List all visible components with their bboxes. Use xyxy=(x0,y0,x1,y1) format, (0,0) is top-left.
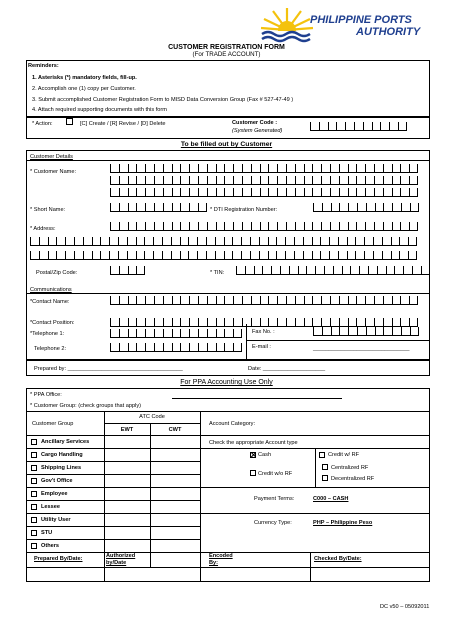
address-row1[interactable] xyxy=(110,222,418,231)
reminder-3: 3. Submit accomplished Customer Registration Form to MISD Data Conversion Group (Fax # 527-47-49 ) xyxy=(32,97,294,103)
customer-group-header: Customer Group xyxy=(32,421,74,427)
ppa-logo xyxy=(258,4,448,46)
decentralized-label: Decentralized RF xyxy=(331,476,375,482)
address-row2[interactable] xyxy=(30,237,417,246)
authorized-by-date-2: by/Date xyxy=(106,560,127,566)
credit-wo-rf-label: Credit w/o RF xyxy=(258,471,293,477)
tin-cells[interactable] xyxy=(236,266,430,275)
customer-code-label: Customer Code : xyxy=(232,120,278,126)
action-options: [C] Create / [R] Revise / [D] Delete xyxy=(80,121,166,127)
customer-name-label: * Customer Name: xyxy=(30,169,77,175)
reminder-2: 2. Accomplish one (1) copy per Customer. xyxy=(32,86,136,92)
short-name-cells[interactable] xyxy=(110,203,207,212)
contact-position-cells[interactable] xyxy=(110,318,418,327)
contact-name-cells[interactable] xyxy=(110,296,418,305)
group-utility-label: Utility User xyxy=(41,517,71,523)
customer-group-label xyxy=(30,403,141,409)
cash-checkbox[interactable] xyxy=(250,452,256,458)
credit-rf-label: Credit w/ RF xyxy=(328,452,360,458)
form-subtitle: (For TRADE ACCOUNT) xyxy=(192,51,261,58)
encoded-by-1: Encoded xyxy=(209,553,233,559)
group-lessee-label: Lessee xyxy=(41,504,60,510)
fax-label: Fax No. : xyxy=(252,329,275,335)
ppa-office-line[interactable] xyxy=(172,398,342,399)
ppa-office-label: * PPA Office: xyxy=(30,392,62,398)
group-others-checkbox[interactable] xyxy=(31,543,37,549)
group-ancillary-checkbox[interactable] xyxy=(31,439,37,445)
email-label: E-mail : xyxy=(252,344,271,350)
group-stu-label: STU xyxy=(41,530,53,536)
decentralized-checkbox[interactable] xyxy=(322,475,328,481)
doc-code: DC v50 – 05092011 xyxy=(380,604,430,610)
group-lessee-checkbox[interactable] xyxy=(31,504,37,510)
email-line[interactable]: _______________________________ xyxy=(313,346,410,352)
telephone1-cells[interactable] xyxy=(110,329,242,338)
centralized-checkbox[interactable] xyxy=(322,464,328,470)
group-cargo-label: Cargo Handling xyxy=(41,452,83,458)
group-employee-checkbox[interactable] xyxy=(31,491,37,497)
customer-code-cells xyxy=(310,122,407,131)
communications-heading: Communications xyxy=(30,287,72,293)
telephone2-label: Telephone 2: xyxy=(34,346,67,352)
customer-name-row3[interactable] xyxy=(110,188,418,197)
currency-type-label: Currency Type: xyxy=(254,520,292,526)
action-label: * Action: xyxy=(32,121,53,127)
logo-text-line2: AUTHORITY xyxy=(356,26,421,38)
customer-code-note: (System Generated) xyxy=(232,128,283,134)
account-category-header: Account Category: xyxy=(209,421,256,427)
payment-terms-label: Payment Terms: xyxy=(254,496,295,502)
fax-cells[interactable] xyxy=(313,327,419,336)
postal-cells[interactable] xyxy=(110,266,145,275)
telephone1-label: *Telephone 1: xyxy=(30,331,65,337)
address-row3[interactable] xyxy=(30,251,417,260)
contact-position-label: *Contact Position: xyxy=(30,320,75,326)
dti-cells[interactable] xyxy=(313,203,419,212)
reminder-4: 4. Attach required supporting documents with this form xyxy=(32,107,167,113)
credit-rf-checkbox[interactable] xyxy=(319,452,325,458)
group-ancillary-label: Ancillary Services xyxy=(41,439,90,445)
centralized-label: Centralized RF xyxy=(331,465,369,471)
account-type-note: Check the appropriate Account type xyxy=(209,440,298,446)
group-utility-checkbox[interactable] xyxy=(31,517,37,523)
tin-label: * TIN: xyxy=(210,270,225,276)
encoded-by-2: By: xyxy=(209,560,219,566)
contact-name-label: *Contact Name: xyxy=(30,299,70,305)
payment-terms-value: C000 – CASH xyxy=(313,496,349,502)
postal-label: Postal/Zip Code: xyxy=(36,270,78,276)
ppa-banner: For PPA Accounting Use Only xyxy=(180,379,273,386)
ewt-header: EWT xyxy=(120,427,134,433)
action-checkbox[interactable] xyxy=(66,118,73,125)
short-name-label: * Short Name: xyxy=(30,207,66,213)
address-label: * Address: xyxy=(30,226,56,232)
currency-type-value: PHP – Philippine Peso xyxy=(313,520,373,526)
customer-name-row1[interactable] xyxy=(110,164,418,173)
telephone2-cells[interactable] xyxy=(110,343,242,352)
customer-name-row2[interactable] xyxy=(110,176,418,185)
prepared-by-label[interactable]: Prepared by: _____________________________________ xyxy=(34,366,183,372)
group-stu-checkbox[interactable] xyxy=(31,530,37,536)
logo-text-line1: PHILIPPINE PORTS xyxy=(310,14,412,26)
details-heading: Customer Details xyxy=(30,154,73,160)
authorized-by-date-1: Authorized xyxy=(106,553,136,559)
group-cargo-checkbox[interactable] xyxy=(31,452,37,458)
group-govt-label: Gov't Office xyxy=(41,478,73,484)
prepared-by-date: Prepared By/Date: xyxy=(34,556,83,562)
dti-label: * DTI Registration Number: xyxy=(210,207,278,213)
sun-emblem-icon xyxy=(258,6,316,46)
reminders-heading: Reminders: xyxy=(28,63,59,69)
form-title: CUSTOMER REGISTRATION FORM xyxy=(168,44,285,51)
group-govt-checkbox[interactable] xyxy=(31,478,37,484)
group-shipping-label: Shipping Lines xyxy=(41,465,82,471)
atc-code-header: ATC Code xyxy=(139,414,165,420)
checked-by-date: Checked By/Date: xyxy=(314,556,362,562)
group-shipping-checkbox[interactable] xyxy=(31,465,37,471)
cwt-header: CWT xyxy=(168,427,182,433)
credit-wo-rf-checkbox[interactable] xyxy=(250,470,256,476)
customer-group-label-text: * Customer Group: xyxy=(30,403,77,409)
cash-label: Cash xyxy=(258,452,272,458)
group-others-label: Others xyxy=(41,543,60,549)
group-employee-label: Employee xyxy=(41,491,68,497)
prepared-date-label[interactable]: Date: ____________________ xyxy=(248,366,326,372)
customer-banner: To be filled out by Customer xyxy=(180,141,273,148)
reminder-1: 1. Asterisks (*) mandatory fields, fill-up. xyxy=(32,75,137,81)
customer-group-note: (check groups that apply) xyxy=(78,403,142,409)
